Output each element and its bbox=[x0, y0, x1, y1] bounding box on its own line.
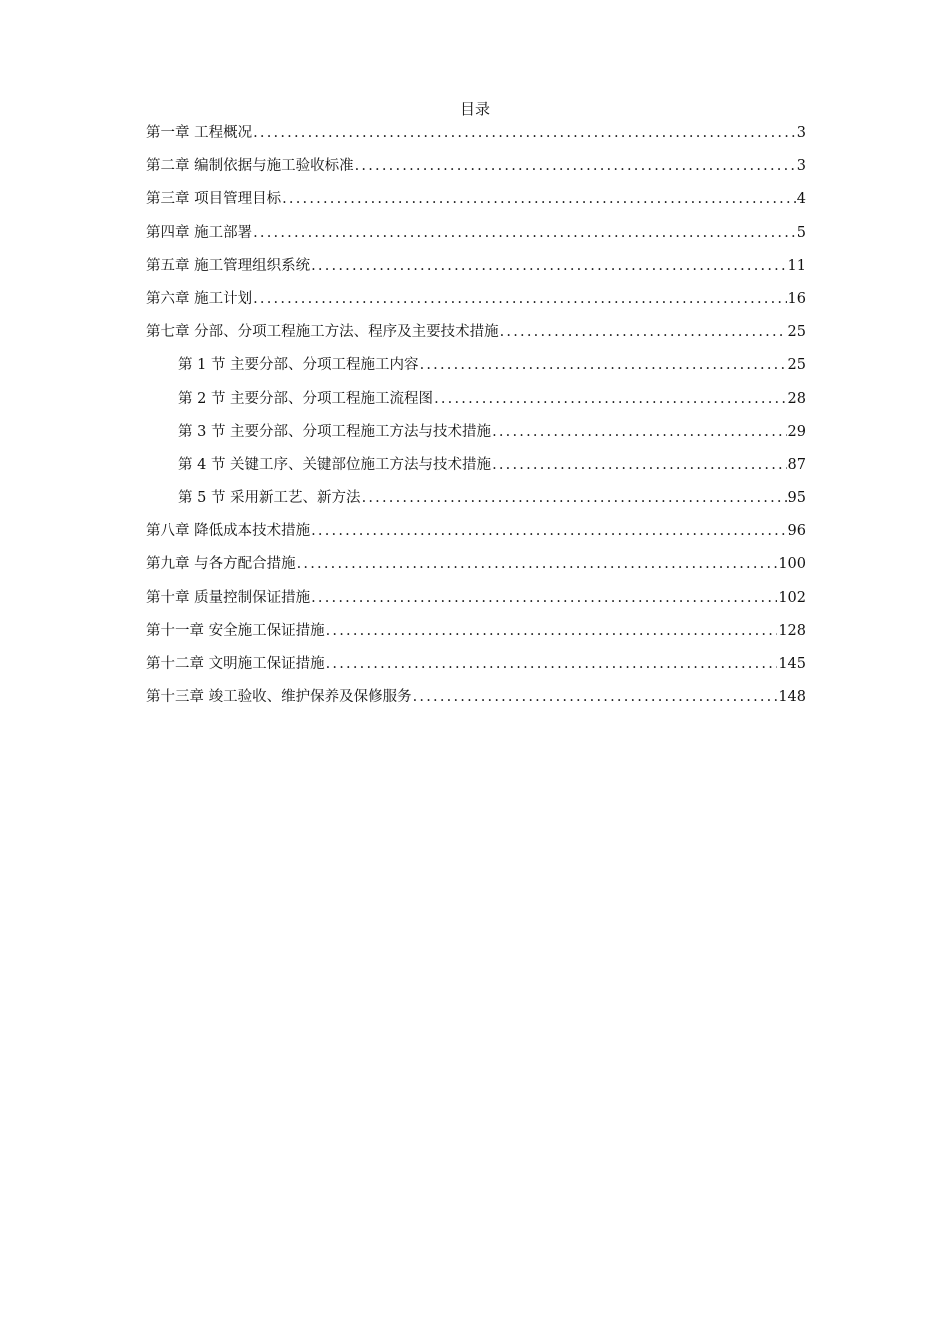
toc-entry-page-number: 29 bbox=[787, 423, 806, 440]
toc-entry-label: 第七章 分部、分项工程施工方法、程序及主要技术措施 bbox=[146, 324, 499, 341]
toc-entry-page-number: 3 bbox=[796, 158, 806, 175]
toc-dot-leader bbox=[311, 520, 786, 542]
toc-entry-label: 第十章 质量控制保证措施 bbox=[146, 589, 311, 606]
toc-entry-page-number: 87 bbox=[787, 456, 806, 473]
toc-chapter-entry[interactable] bbox=[146, 653, 806, 686]
toc-entry-page-number: 96 bbox=[787, 523, 806, 540]
toc-section-entry[interactable] bbox=[146, 487, 806, 520]
toc-section-entry[interactable] bbox=[146, 388, 806, 421]
toc-section-entry[interactable] bbox=[146, 354, 806, 387]
toc-entry-label: 第 1 节 主要分部、分项工程施工内容 bbox=[178, 357, 419, 374]
toc-dot-leader bbox=[282, 188, 796, 210]
toc-entry-page-number: 95 bbox=[787, 490, 806, 507]
toc-chapter-entry[interactable] bbox=[146, 255, 806, 288]
toc-entry-label: 第五章 施工管理组织系统 bbox=[146, 257, 311, 274]
toc-entry-page-number: 11 bbox=[787, 257, 806, 274]
toc-chapter-entry[interactable] bbox=[146, 288, 806, 321]
toc-dot-leader bbox=[492, 421, 786, 443]
toc-dot-leader bbox=[355, 155, 796, 177]
toc-entry-page-number: 16 bbox=[787, 290, 806, 307]
toc-entry-label: 第一章 工程概况 bbox=[146, 125, 253, 141]
toc-section-entry[interactable] bbox=[146, 421, 806, 454]
toc-dot-leader bbox=[500, 321, 787, 343]
toc-dot-leader bbox=[420, 354, 787, 376]
toc-list bbox=[146, 122, 806, 719]
toc-chapter-entry[interactable] bbox=[146, 520, 806, 553]
toc-chapter-entry[interactable] bbox=[146, 587, 806, 620]
toc-chapter-entry[interactable] bbox=[146, 122, 806, 155]
toc-entry-page-number: 4 bbox=[796, 191, 806, 208]
toc-section-entry[interactable] bbox=[146, 454, 806, 487]
toc-entry-label: 第十二章 文明施工保证措施 bbox=[146, 656, 325, 672]
toc-entry-label: 第六章 施工计划 bbox=[146, 290, 253, 307]
toc-dot-leader bbox=[326, 620, 778, 642]
toc-entry-label: 第 2 节 主要分部、分项工程施工流程图 bbox=[178, 390, 434, 407]
toc-entry-label: 第九章 与各方配合措施 bbox=[146, 556, 296, 573]
toc-entry-page-number: 25 bbox=[787, 324, 806, 341]
toc-entry-page-number: 3 bbox=[796, 125, 806, 141]
toc-chapter-entry[interactable] bbox=[146, 321, 806, 354]
toc-entry-label: 第 3 节 主要分部、分项工程施工方法与技术措施 bbox=[178, 423, 492, 440]
toc-entry-label: 第八章 降低成本技术措施 bbox=[146, 523, 311, 540]
toc-dot-leader bbox=[297, 553, 778, 575]
toc-dot-leader bbox=[492, 454, 786, 476]
toc-dot-leader bbox=[253, 222, 796, 244]
toc-dot-leader bbox=[253, 288, 786, 310]
toc-entry-page-number: 100 bbox=[778, 556, 806, 573]
toc-title: 目录 bbox=[459, 100, 490, 118]
toc-chapter-entry[interactable] bbox=[146, 188, 806, 221]
toc-entry-label: 第十三章 竣工验收、维护保养及保修服务 bbox=[146, 689, 412, 706]
toc-dot-leader bbox=[311, 587, 777, 609]
toc-entry-label: 第十一章 安全施工保证措施 bbox=[146, 622, 325, 639]
toc-dot-leader bbox=[253, 122, 796, 144]
toc-entry-label: 第二章 编制依据与施工验收标准 bbox=[146, 158, 354, 175]
toc-entry-page-number: 28 bbox=[787, 390, 806, 407]
toc-entry-page-number: 145 bbox=[778, 656, 806, 672]
toc-entry-label: 第 5 节 采用新工艺、新方法 bbox=[178, 490, 361, 507]
toc-entry-label: 第四章 施工部署 bbox=[146, 224, 253, 241]
toc-chapter-entry[interactable] bbox=[146, 620, 806, 653]
toc-chapter-entry[interactable] bbox=[146, 553, 806, 586]
toc-dot-leader bbox=[413, 686, 778, 708]
toc-entry-page-number: 102 bbox=[778, 589, 806, 606]
toc-entry-page-number: 5 bbox=[796, 224, 806, 241]
toc-chapter-entry[interactable] bbox=[146, 155, 806, 188]
toc-chapter-entry[interactable] bbox=[146, 222, 806, 255]
toc-dot-leader bbox=[311, 255, 786, 277]
toc-entry-label: 第三章 项目管理目标 bbox=[146, 191, 282, 208]
toc-entry-label: 第 4 节 关键工序、关键部位施工方法与技术措施 bbox=[178, 456, 492, 473]
toc-dot-leader bbox=[362, 487, 787, 509]
toc-entry-page-number: 148 bbox=[778, 689, 806, 706]
toc-dot-leader bbox=[326, 653, 778, 675]
toc-chapter-entry[interactable] bbox=[146, 686, 806, 719]
toc-dot-leader bbox=[434, 388, 786, 410]
toc-entry-page-number: 128 bbox=[778, 622, 806, 639]
toc-entry-page-number: 25 bbox=[787, 357, 806, 374]
